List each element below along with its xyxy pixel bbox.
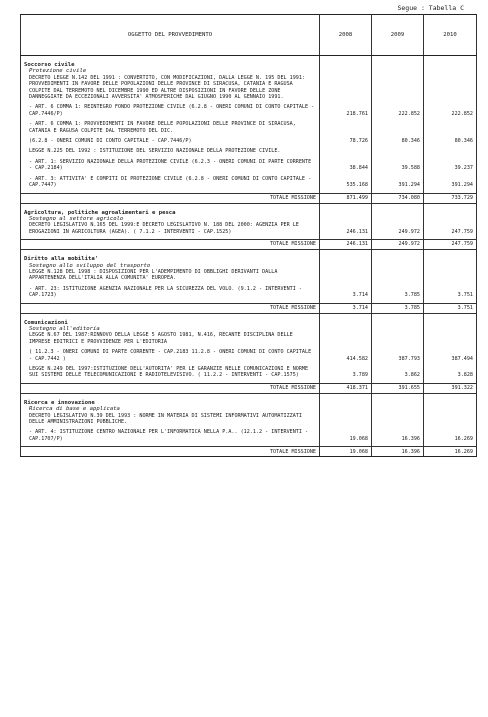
provision-text: - ART. 4: ISTITUZIONE CENTRO NAZIONALE PER L'INFORMATICA NELLA P.A.. (12.1.2 - INTERVENTI - CAP.1707/P)	[21, 429, 320, 442]
table-row	[21, 176, 477, 189]
table-row	[21, 222, 477, 235]
amount-cell: 247.759	[424, 222, 477, 235]
amount-cell: 39.237	[424, 159, 477, 172]
table-row	[21, 121, 477, 134]
empty-cell	[320, 56, 372, 69]
amount-cell: 3.828	[424, 366, 477, 379]
total-label: TOTALE MISSIONE	[21, 240, 320, 250]
empty-cell	[320, 250, 372, 263]
amount-cell: 3.789	[320, 366, 372, 379]
empty-cell	[372, 56, 424, 69]
section-title: Comunicazioni	[21, 313, 320, 326]
provision-text: ( 11.2.3 - ONERI COMUNI DI PARTE CORRENTE - CAP.2183 11.2.8 - ONERI COMUNI DI CONTO CAPITALE - CAP.7442 )	[21, 349, 320, 362]
amount-cell: 39.588	[372, 159, 424, 172]
empty-cell	[372, 203, 424, 216]
table-row	[21, 269, 477, 282]
col-header-object: OGGETTO DEL PROVVEDIMENTO	[21, 15, 320, 56]
amount-cell: 391.294	[372, 176, 424, 189]
amount-cell	[372, 121, 424, 134]
section-title-row	[21, 250, 477, 263]
empty-cell	[372, 393, 424, 406]
table-row	[21, 349, 477, 362]
section-title-row	[21, 56, 477, 69]
empty-cell	[424, 313, 477, 326]
amount-cell	[320, 75, 372, 101]
amount-cell	[372, 75, 424, 101]
provision-text: - ART. 23: ISTITUZIONE AGENZIA NAZIONALE PER LA SICUREZZA DEL VOLO. (9.1.2 - INTERVENTI - CAP.1723)	[21, 286, 320, 299]
col-header-2010: 2010	[424, 15, 477, 56]
table-row	[21, 366, 477, 379]
budget-table	[20, 14, 477, 457]
section-title: Agricoltura, politiche agroalimentari e pesca	[21, 203, 320, 216]
amount-cell: 246.131	[320, 222, 372, 235]
table-header-row	[21, 15, 477, 56]
amount-cell	[424, 121, 477, 134]
section-subtitle: Sostegno al settore agricolo	[21, 216, 320, 222]
empty-cell	[424, 393, 477, 406]
provision-text: LEGGE N.249 DEL 1997:ISTITUZIONE DELL'AUTORITA' PER LE GARANZIE NELLE COMUNICAZIONI E NORME SUI SISTEMI DELLE TELECOMUNICAZIONI E RADIOTELEVISIVO. ( 11.2.2 - INTERVENTI - CAP.1575)	[21, 366, 320, 379]
empty-cell	[424, 250, 477, 263]
amount-cell: 78.726	[320, 138, 372, 144]
table-row	[21, 429, 477, 442]
total-amount: 16.396	[372, 447, 424, 457]
amount-cell	[372, 413, 424, 426]
total-row	[21, 240, 477, 250]
total-row	[21, 447, 477, 457]
total-label: TOTALE MISSIONE	[21, 193, 320, 203]
provision-text: - ART. 6 COMMA 1: PROVVEDIMENTI IN FAVORE DELLE POPOLAZIONI DELLE PROVINCE DI SIRACUSA, CATANIA E RAGUSA COLPITE DAL TERREMOTO DEL DIC.	[21, 121, 320, 134]
amount-cell: 391.294	[424, 176, 477, 189]
total-amount: 391.322	[424, 383, 477, 393]
total-amount: 391.655	[372, 383, 424, 393]
total-label: TOTALE MISSIONE	[21, 303, 320, 313]
empty-cell	[320, 313, 372, 326]
section-subtitle: Sostegno allo sviluppo del trasporto	[21, 263, 320, 269]
amount-cell	[372, 269, 424, 282]
amount-cell	[424, 332, 477, 345]
table-row	[21, 413, 477, 426]
amount-cell: 387.793	[372, 349, 424, 362]
empty-cell	[320, 393, 372, 406]
amount-cell: 3.714	[320, 286, 372, 299]
total-amount: 734.080	[372, 193, 424, 203]
amount-cell	[320, 332, 372, 345]
amount-cell	[320, 269, 372, 282]
total-amount: 247.759	[424, 240, 477, 250]
page-label: Segue : Tabella C	[397, 4, 464, 12]
total-amount: 3.751	[424, 303, 477, 313]
total-amount: 16.269	[424, 447, 477, 457]
empty-cell	[424, 56, 477, 69]
table-body	[21, 56, 477, 457]
provision-text: LEGGE N.225 DEL 1992 : ISTITUZIONE DEL SERVIZIO NAZIONALE DELLA PROTEZIONE CIVILE.	[21, 148, 320, 154]
empty-cell	[424, 203, 477, 216]
provision-text: LEGGE N.128 DEL 1998 : DISPOSIZIONI PER L'ADEMPIMENTO DI OBBLIGHI DERIVANTI DALLA APPARTENENZA DELL'ITALIA ALLA COMUNITA' EUROPEA.	[21, 269, 320, 282]
section-subtitle: Sostegno all'editoria	[21, 326, 320, 332]
total-row	[21, 303, 477, 313]
empty-cell	[372, 250, 424, 263]
empty-cell	[320, 203, 372, 216]
section-title-row	[21, 313, 477, 326]
amount-cell	[320, 413, 372, 426]
table-row	[21, 75, 477, 101]
provision-text: LEGGE N.67 DEL 1987:RINNOVO DELLA LEGGE 5 AGOSTO 1981, N.416, RECANTE DISCIPLINA DELLE IMPRESE EDITRICI E PROVVIDENZE PER L'EDITORIA	[21, 332, 320, 345]
total-label: TOTALE MISSIONE	[21, 383, 320, 393]
amount-cell: 19.068	[320, 429, 372, 442]
total-amount: 871.499	[320, 193, 372, 203]
total-label: TOTALE MISSIONE	[21, 447, 320, 457]
provision-text: - ART. 1: SERVIZIO NAZIONALE DELLA PROTEZIONE CIVILE (6.2.3 - ONERI COMUNI DI PARTE CORRENTE - CAP.2184)	[21, 159, 320, 172]
amount-cell: 80.346	[424, 138, 477, 144]
section-title: Ricerca e innovazione	[21, 393, 320, 406]
provision-text: (6.2.8 - ONERI COMUNI DI CONTO CAPITALE - CAP.7446/P)	[21, 138, 320, 144]
amount-cell: 3.862	[372, 366, 424, 379]
amount-cell	[424, 75, 477, 101]
provision-text: DECRETO LEGGE N.142 DEL 1991 : CONVERTITO, CON MODIFICAZIONI, DALLA LEGGE N. 195 DEL 1991: PROVVEDIMENTI IN FAVORE DELLE POPOLAZIONI DELLE PROVINCE DI SIRACUSA, CATANIA E RAGUSA COLPITE DAL TERREMOTO NEL DICEMBRE 1990 ED ALTRE DISPOSIZIONI IN FAVORE DELLE ZONE DANNEGGIATE DA ECCEZIONALI AVVERSITA' ATMOSFERICHE DAL GIUGNO 1990 AL GENNAIO 1991.	[21, 75, 320, 101]
section-title: Soccorso civile	[21, 56, 320, 69]
table-row	[21, 159, 477, 172]
col-header-2008: 2008	[320, 15, 372, 56]
total-amount: 3.714	[320, 303, 372, 313]
amount-cell: 38.844	[320, 159, 372, 172]
amount-cell: 218.761	[320, 104, 372, 117]
total-amount: 733.729	[424, 193, 477, 203]
table-row	[21, 332, 477, 345]
section-title-row	[21, 393, 477, 406]
total-amount: 249.972	[372, 240, 424, 250]
total-amount: 246.131	[320, 240, 372, 250]
total-amount: 418.371	[320, 383, 372, 393]
amount-cell: 387.494	[424, 349, 477, 362]
amount-cell	[372, 332, 424, 345]
section-subtitle: Ricerca di base e applicata	[21, 406, 320, 412]
total-amount: 3.785	[372, 303, 424, 313]
col-header-2009: 2009	[372, 15, 424, 56]
table-row	[21, 104, 477, 117]
empty-cell	[372, 313, 424, 326]
section-title-row	[21, 203, 477, 216]
amount-cell: 3.751	[424, 286, 477, 299]
provision-text: DECRETO LEGISLATIVO N.39 DEL 1993 : NORME IN MATERIA DI SISTEMI INFORMATIVI AUTOMATIZZATI DELLE AMMINISTRAZIONI PUBBLICHE.	[21, 413, 320, 426]
section-subtitle: Protezione civile	[21, 68, 320, 74]
total-amount: 19.068	[320, 447, 372, 457]
table-row	[21, 286, 477, 299]
section-title: Diritto alla mobilita'	[21, 250, 320, 263]
amount-cell: 222.852	[372, 104, 424, 117]
amount-cell: 16.269	[424, 429, 477, 442]
provision-text: - ART. 6 COMMA 1: REINTEGRO FONDO PROTEZIONE CIVILE (6.2.8 - ONERI COMUNI DI CONTO CAPITALE - CAP.7446/P)	[21, 104, 320, 117]
amount-cell: 535.168	[320, 176, 372, 189]
total-row	[21, 193, 477, 203]
amount-cell	[424, 269, 477, 282]
amount-cell: 414.582	[320, 349, 372, 362]
provision-text: DECRETO LEGISLATIVO N.165 DEL 1999:E DECRETO LEGISLATIVO N. 188 DEL 2000: AGENZIA PER LE EROGAZIONI IN AGRICOLTURA (AGEA). ( 7.1.2 - INTERVENTI - CAP.1525)	[21, 222, 320, 235]
total-row	[21, 383, 477, 393]
amount-cell: 3.785	[372, 286, 424, 299]
amount-cell: 249.972	[372, 222, 424, 235]
amount-cell: 16.396	[372, 429, 424, 442]
amount-cell: 80.346	[372, 138, 424, 144]
amount-cell	[424, 413, 477, 426]
amount-cell: 222.852	[424, 104, 477, 117]
amount-cell	[320, 121, 372, 134]
provision-text: - ART. 3: ATTIVITA' E COMPITI DI PROTEZIONE CIVILE (6.2.8 - ONERI COMUNI DI CONTO CAPITALE - CAP.7447)	[21, 176, 320, 189]
